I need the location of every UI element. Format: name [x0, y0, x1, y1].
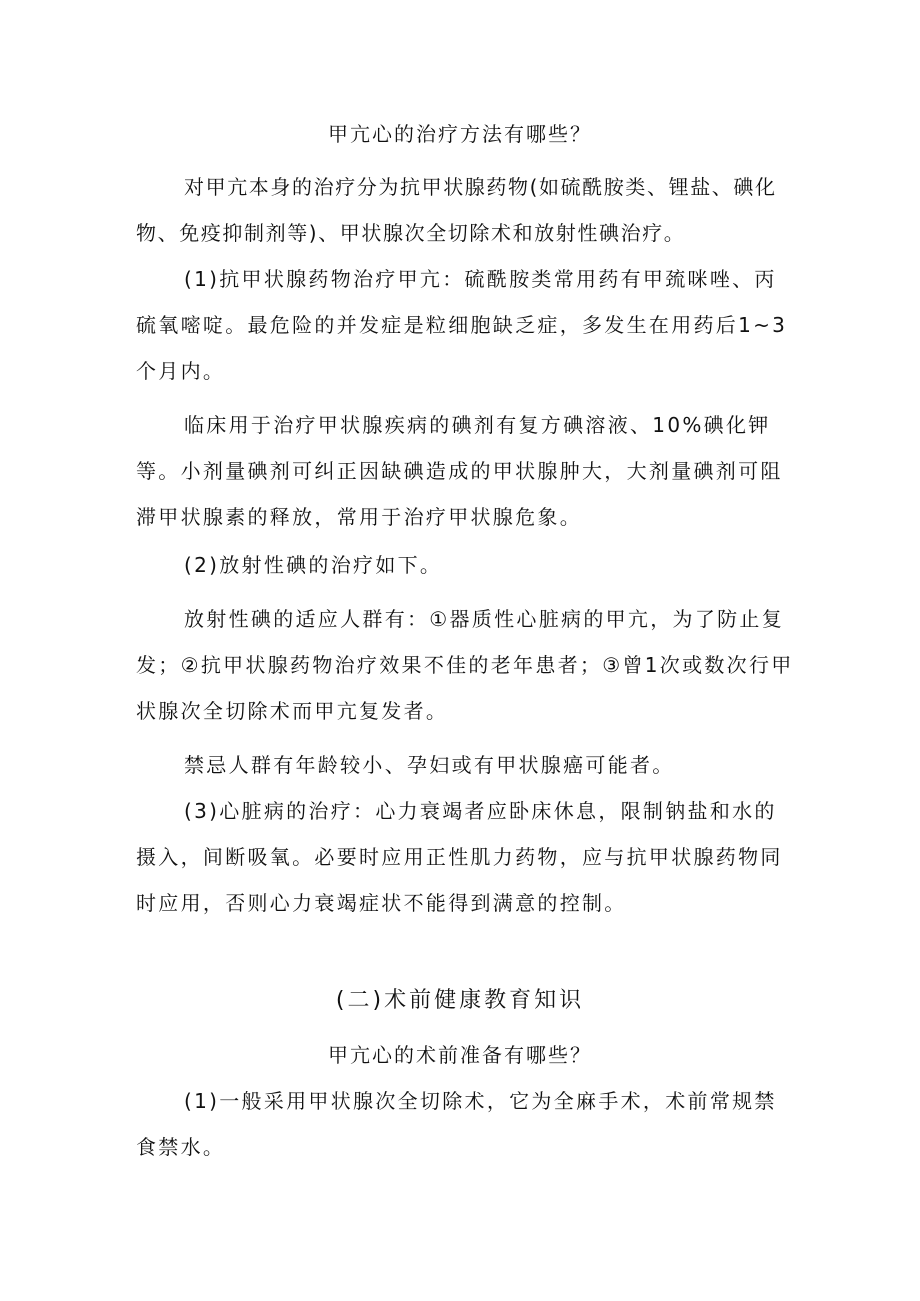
paragraph-preoperative-fasting: (1)一般采用甲状腺次全切除术，它为全麻手术，术前常规禁食禁水。: [136, 1089, 777, 1159]
paragraph-treatment-overview: 对甲亢本身的治疗分为抗甲状腺药物(如硫酰胺类、锂盐、碘化物、免疫抑制剂等)、甲状腺次全切除术和放射性碘治疗。: [136, 175, 777, 245]
paragraph-radioiodine-heading: (2)放射性碘的治疗如下。: [184, 553, 443, 577]
section-heading-preoperative: (二)术前健康教育知识: [335, 988, 585, 1013]
paragraph-contraindications: 禁忌人群有年龄较小、孕妇或有甲状腺癌可能者。: [184, 753, 675, 777]
paragraph-heart-disease-treatment: (3)心脏病的治疗：心力衰竭者应卧床休息，限制钠盐和水的摄入，间断吸氧。必要时应用正性肌力药物，应与抗甲状腺药物同时应用，否则心力衰竭症状不能得到满意的控制。: [136, 799, 783, 915]
paragraph-radioiodine-indications: 放射性碘的适应人群有：①器质性心脏病的甲亢，为了防止复发；②抗甲状腺药物治疗效果不佳的老年患者；③曾1次或数次行甲状腺次全切除术而甲亢复发者。: [136, 607, 794, 723]
question-heading-preparation: 甲亢心的术前准备有哪些？: [328, 1043, 592, 1067]
question-heading-treatment: 甲亢心的治疗方法有哪些？: [328, 122, 592, 146]
paragraph-antithyroid-drugs: (1)抗甲状腺药物治疗甲亢：硫酰胺类常用药有甲巯咪唑、丙硫氧嘧啶。最危险的并发症是粒细胞缺乏症，多发生在用药后1~3个月内。: [136, 267, 788, 383]
paragraph-iodine-agents: 临床用于治疗甲状腺疾病的碘剂有复方碘溶液、10%碘化钾等。小剂量碘剂可纠正因缺碘造成的甲状腺肿大，大剂量碘剂可阻滞甲状腺素的释放，常用于治疗甲状腺危象。: [136, 413, 783, 529]
